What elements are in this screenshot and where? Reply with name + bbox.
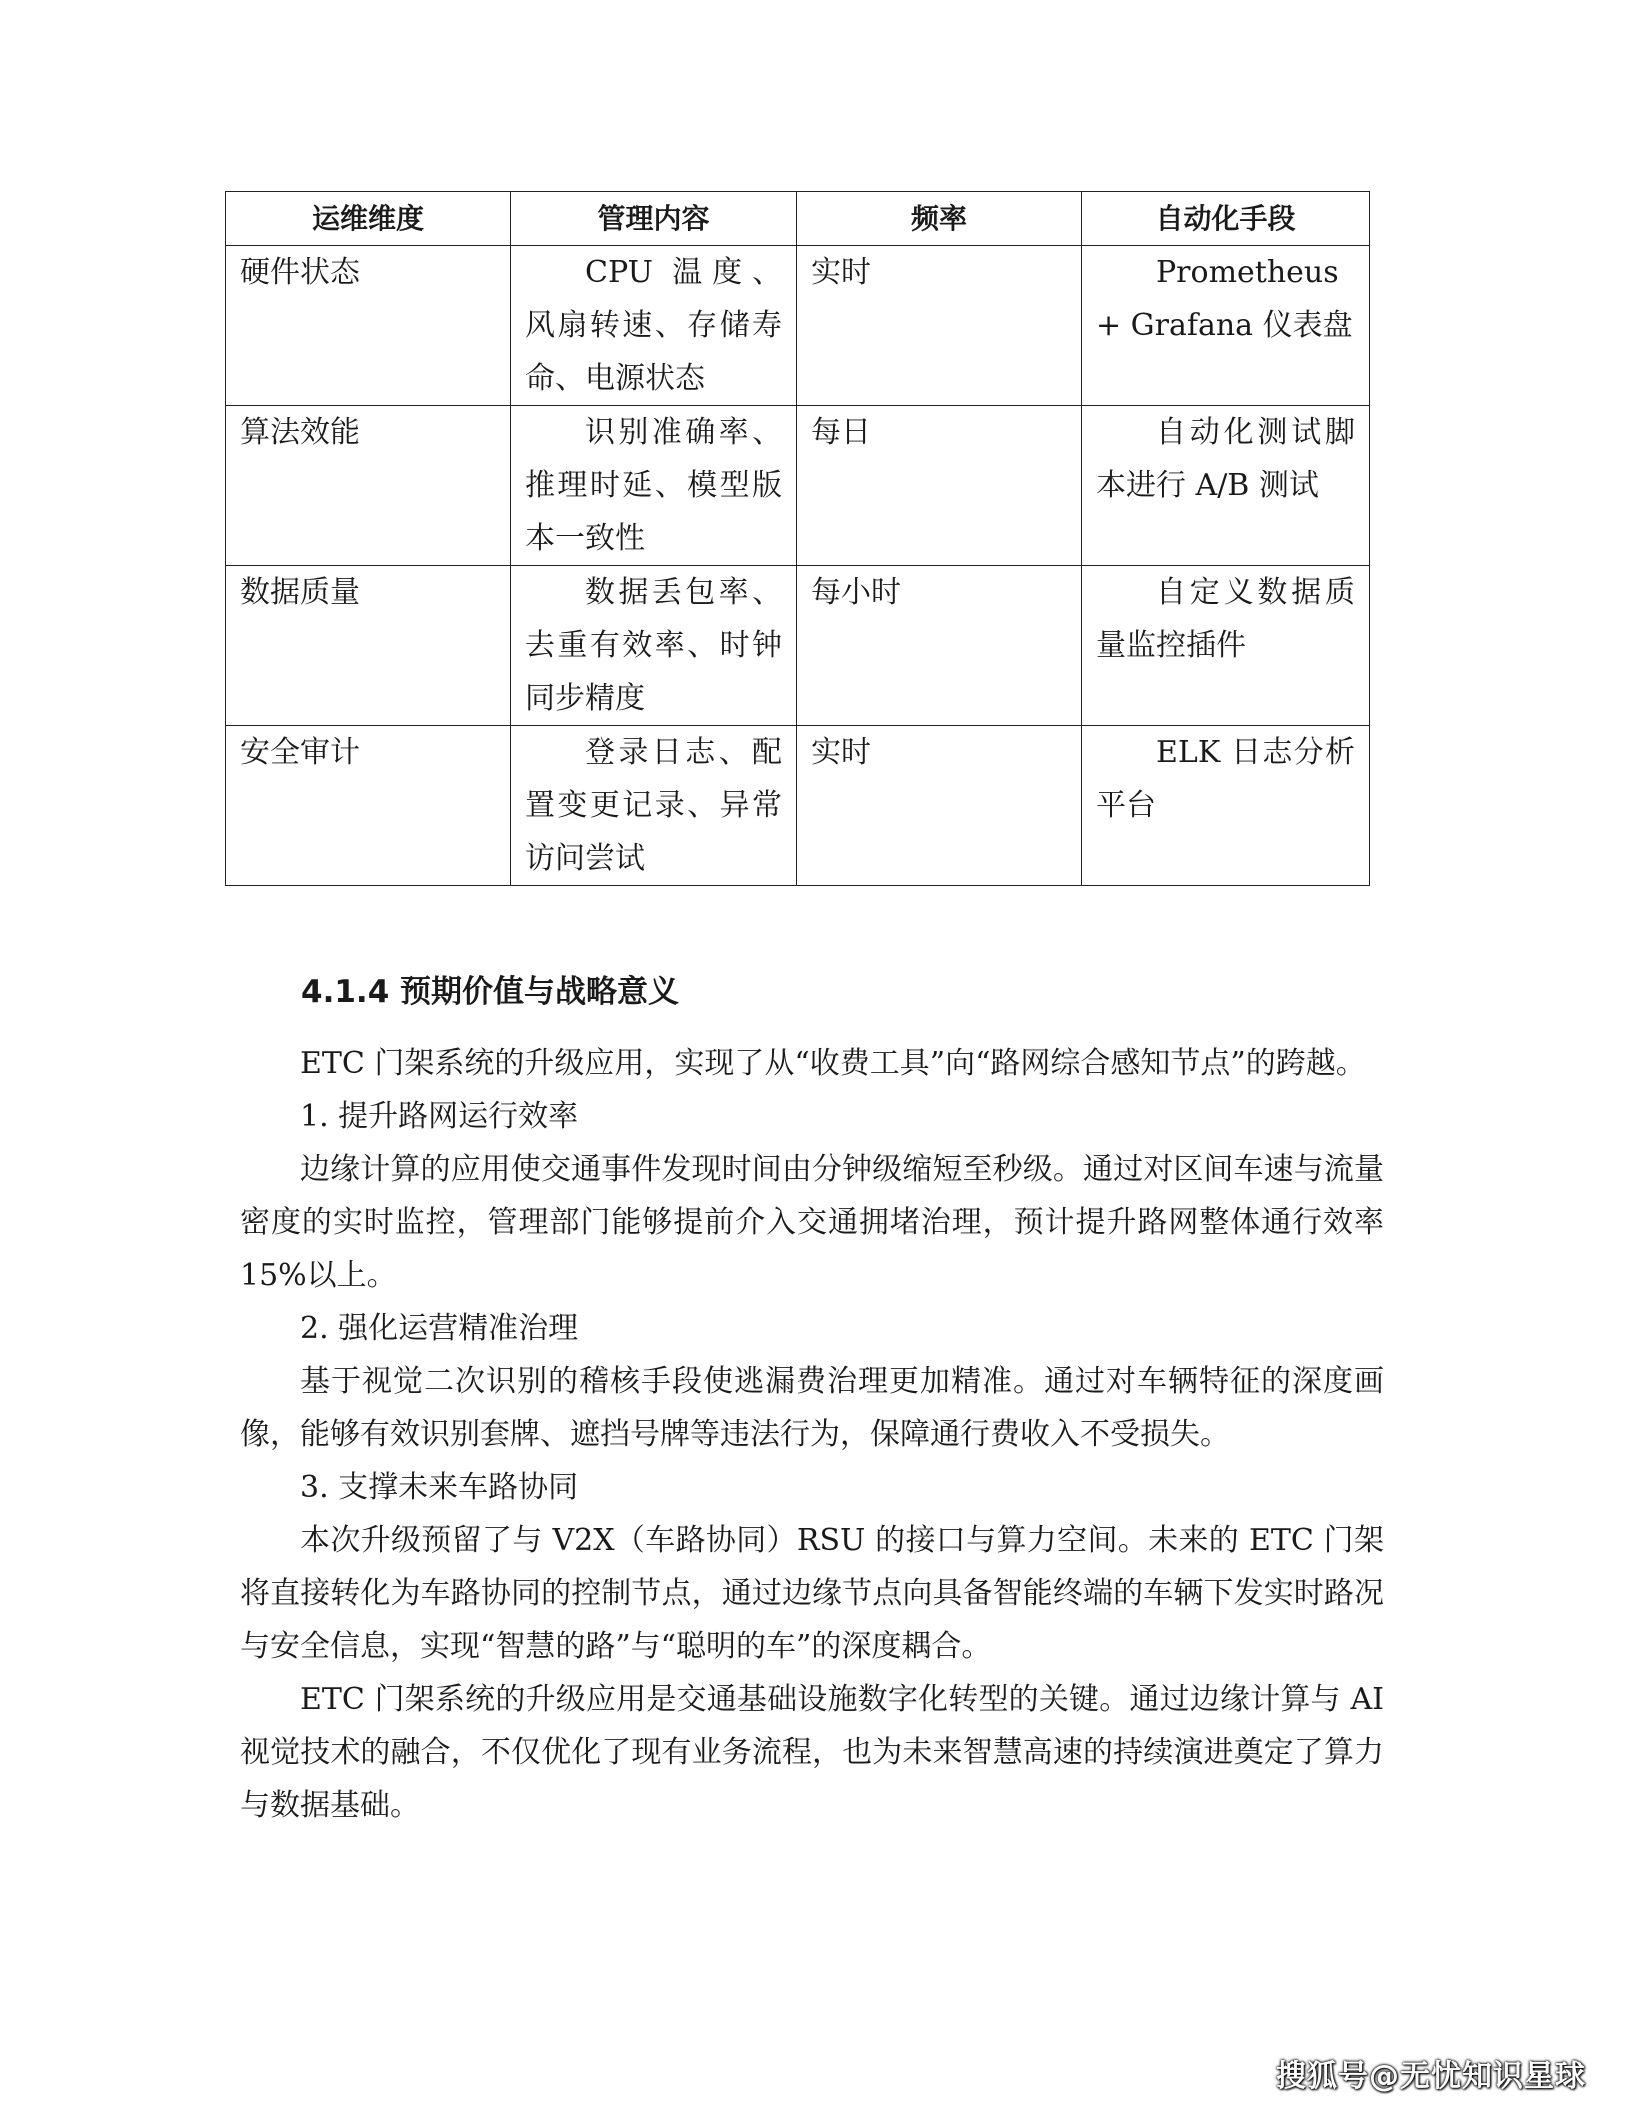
section-heading: 4.1.4 预期价值与战略意义: [301, 974, 680, 1010]
header-frequency: 频率: [797, 192, 1082, 246]
cell-dimension: 数据质量: [226, 566, 511, 726]
cell-content: 数据丢包率、去重有效率、时钟同步精度: [511, 566, 797, 726]
table-row: [226, 726, 1370, 886]
watermark: 搜狐号@无忧知识星球: [1276, 2059, 1586, 2094]
table-row: [226, 246, 1370, 406]
cell-dimension: 算法效能: [226, 406, 511, 566]
cell-content: 登录日志、配置变更记录、异常访问尝试: [511, 726, 797, 886]
cell-frequency: 实时: [797, 726, 1082, 886]
intro-paragraph: ETC 门架系统的升级应用，实现了从“收费工具”向“路网综合感知节点”的跨越。: [300, 1046, 1366, 1081]
header-automation: 自动化手段: [1082, 192, 1370, 246]
cell-automation: 自定义数据质量监控插件: [1082, 566, 1370, 726]
table-row: [226, 406, 1370, 566]
cell-automation: 自动化测试脚本进行 A/B 测试: [1082, 406, 1370, 566]
header-content: 管理内容: [511, 192, 797, 246]
cell-automation: Prometheus + Grafana 仪表盘: [1082, 246, 1370, 406]
operations-table: [225, 191, 1370, 886]
cell-frequency: 每日: [797, 406, 1082, 566]
cell-dimension: 安全审计: [226, 726, 511, 886]
paragraph-v2x: 本次升级预留了与 V2X（车路协同）RSU 的接口与算力空间。未来的 ETC 门架将直接转化为车路协同的控制节点，通过边缘节点向具备智能终端的车辆下发实时路况与安全信息，实现“智慧的路”与“聪明的车”的深度耦合。: [240, 1523, 1384, 1664]
table-header-row: [226, 192, 1370, 246]
subheading-efficiency: 1. 提升路网运行效率: [300, 1099, 579, 1134]
paragraph-governance: 基于视觉二次识别的稽核手段使逃漏费治理更加精准。通过对车辆特征的深度画像，能够有效识别套牌、遮挡号牌等违法行为，保障通行费收入不受损失。: [240, 1364, 1384, 1452]
section-body: [240, 1037, 1384, 1832]
cell-dimension: 硬件状态: [226, 246, 511, 406]
table-row: [226, 566, 1370, 726]
cell-automation: ELK 日志分析平台: [1082, 726, 1370, 886]
cell-frequency: 实时: [797, 246, 1082, 406]
cell-frequency: 每小时: [797, 566, 1082, 726]
header-dimension: 运维维度: [226, 192, 511, 246]
cell-content: 识别准确率、推理时延、模型版本一致性: [511, 406, 797, 566]
subheading-v2x: 3. 支撑未来车路协同: [300, 1470, 579, 1505]
cell-content: CPU 温度、风扇转速、存储寿命、电源状态: [511, 246, 797, 406]
subheading-governance: 2. 强化运营精准治理: [300, 1311, 579, 1346]
paragraph-efficiency: 边缘计算的应用使交通事件发现时间由分钟级缩短至秒级。通过对区间车速与流量密度的实时监控，管理部门能够提前介入交通拥堵治理，预计提升路网整体通行效率 15%以上。: [240, 1152, 1384, 1293]
conclusion-paragraph: ETC 门架系统的升级应用是交通基础设施数字化转型的关键。通过边缘计算与 AI 视觉技术的融合，不仅优化了现有业务流程，也为未来智慧高速的持续演进奠定了算力与数据基础。: [240, 1682, 1384, 1823]
